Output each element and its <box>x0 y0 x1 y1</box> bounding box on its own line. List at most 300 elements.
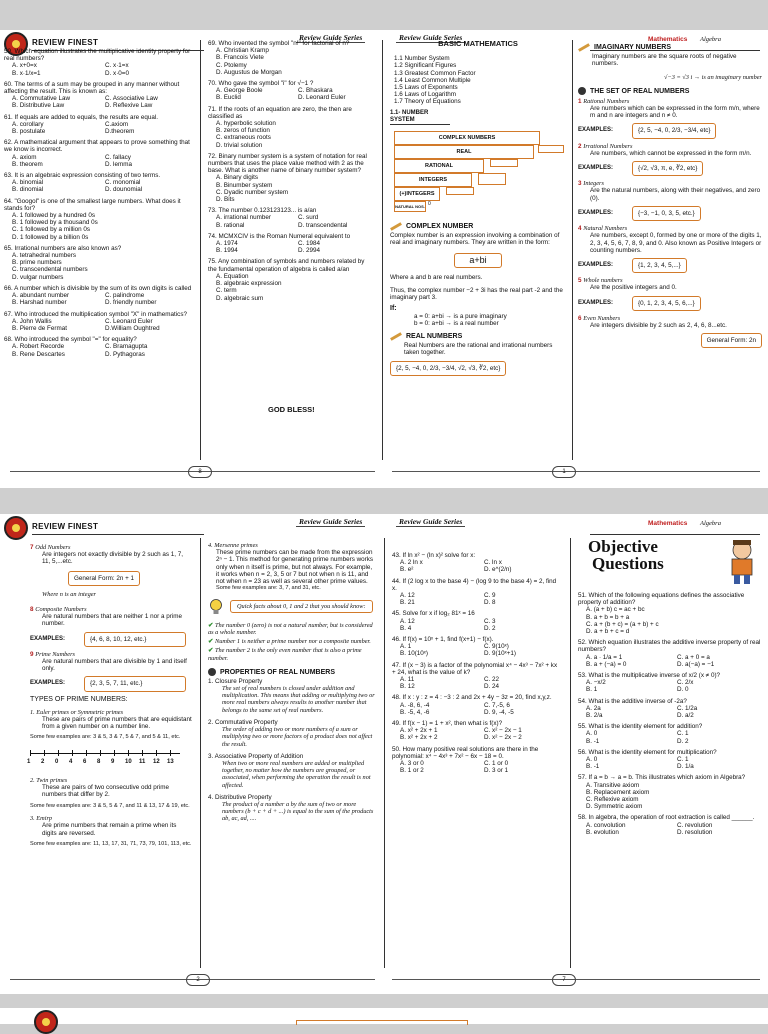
answer-option[interactable]: A. 0 <box>586 730 598 738</box>
question-text: 74. MCMXCIV is the Roman Numeral equivalent to <box>208 232 351 240</box>
answer-options <box>392 592 562 606</box>
answer-option[interactable]: B. algebraic expression <box>216 280 282 288</box>
check-icon: ✔ <box>208 638 214 646</box>
question-text: 63. It is an algebraic expression consisting of two terms. <box>4 172 161 180</box>
questions-title: Questions <box>592 554 664 573</box>
answer-option[interactable]: C. Associative Law <box>105 95 158 103</box>
number-line-label: 11 <box>139 759 146 766</box>
answer-option[interactable]: A. x² + 2x + 1 <box>400 727 438 735</box>
answer-option[interactable]: C. Dyadic number system <box>216 188 289 196</box>
answer-option[interactable]: D. 8 <box>484 599 496 607</box>
answer-option[interactable]: C. transcendental numbers <box>12 266 88 274</box>
answer-option[interactable]: D. x·0=0 <box>105 69 129 77</box>
set-example: {2, 5, −4, 0, 2/3, −3/4, etc} <box>632 123 716 138</box>
answer-option[interactable]: A. a · 1/a = 1 <box>586 653 623 661</box>
footer-rule <box>392 471 760 472</box>
answer-option[interactable]: D. friendly number <box>105 299 157 307</box>
series-label: Review Guide Series <box>396 517 465 527</box>
answer-option[interactable]: C. x² − 2x − 1 <box>484 727 522 735</box>
answer-options <box>4 252 192 281</box>
algebra-label: Algebra <box>700 520 721 527</box>
answer-option[interactable]: A. 1974 <box>216 240 238 248</box>
brand-title: REVIEW FINEST <box>32 522 99 531</box>
question-text: 62. A mathematical argument that appears to prove something that we know is incorrect. <box>4 139 190 154</box>
item-number: 6 <box>578 314 582 322</box>
item-number: 4 <box>578 225 582 233</box>
question-item <box>578 698 762 720</box>
answer-option[interactable]: C. 2/x <box>677 679 694 687</box>
set-name: Even Numbers <box>583 314 621 322</box>
euler-primes-examples: Some few examples are: 3 & 5, 3 & 7, 5 & 7, and 5 & 11, etc. <box>30 734 181 741</box>
answer-option[interactable]: A. convolution <box>586 821 626 829</box>
answer-option[interactable]: B. Pierre de Fermat <box>12 324 67 332</box>
answer-options <box>578 782 762 811</box>
number-line <box>27 747 192 771</box>
answer-option[interactable]: C. 22 <box>484 676 500 684</box>
answer-option[interactable]: A. 1 followed by a hundred 0s <box>12 212 95 220</box>
answer-option[interactable]: D. 9, -4, -5 <box>484 708 514 716</box>
toc-item[interactable]: 1.3 Greatest Common Factor <box>394 69 476 77</box>
answer-options <box>578 822 762 836</box>
question-item <box>208 207 374 229</box>
series-label: Review Guide Series <box>296 517 365 527</box>
question-item <box>208 153 374 203</box>
answer-option[interactable]: A. 11 <box>400 676 415 684</box>
answer-options <box>208 87 374 101</box>
answer-option[interactable]: D. 24 <box>484 683 500 691</box>
examples-label: EXAMPLES: <box>578 165 614 172</box>
answer-option[interactable]: B. 2/a <box>586 712 603 720</box>
set-item <box>578 98 762 139</box>
properties-title: PROPERTIES OF REAL NUMBERS <box>220 668 335 676</box>
answer-options <box>4 154 192 168</box>
answer-option[interactable]: B. -1 <box>586 737 600 745</box>
answer-option[interactable]: C. term <box>216 287 237 295</box>
property-title: 1. Closure Property <box>208 677 263 685</box>
answer-option[interactable]: B. Euclid <box>216 94 241 102</box>
complex-number-title: COMPLEX NUMBER <box>406 223 474 231</box>
answer-option[interactable]: A. John Wallis <box>12 317 52 325</box>
set-title: THE SET OF REAL NUMBERS <box>590 87 690 95</box>
natural-numbers-box: NATURAL NOS. <box>394 201 426 212</box>
answer-option[interactable]: D.theorem <box>105 128 135 136</box>
answer-options <box>392 618 562 632</box>
answer-option[interactable]: B. Francois Viete <box>216 54 264 62</box>
answer-option[interactable]: C. 1 or 0 <box>484 760 509 768</box>
answer-option[interactable]: D. 3 or 1 <box>484 767 509 775</box>
answer-option[interactable]: A. Transitive axiom <box>586 781 640 789</box>
answer-option[interactable]: D. 9(10ˣ+1) <box>484 650 516 658</box>
answer-option[interactable]: C. 1/2a <box>677 704 698 712</box>
answer-option[interactable]: C. Ptolemy <box>216 61 247 69</box>
answer-option[interactable]: B. 1 <box>586 686 598 694</box>
number-line-label: 9 <box>111 759 115 766</box>
property-title: 2. Commutative Property <box>208 718 278 726</box>
fact-item <box>208 622 376 636</box>
answer-option[interactable]: C. palindrome <box>105 292 145 300</box>
set-description: Are the positive integers and 0. <box>590 284 677 292</box>
toc-item[interactable]: 1.6 Laws of Logarithm <box>394 91 456 99</box>
question-item <box>578 814 762 836</box>
answer-option[interactable]: D. e^(2/n) <box>484 566 512 574</box>
answer-option[interactable]: C. surd <box>298 214 319 222</box>
answer-option[interactable]: C. revolution <box>677 821 713 829</box>
answer-option[interactable]: B. dinomial <box>12 186 44 194</box>
question-text: 54. What is the additive inverse of -2a? <box>578 697 687 705</box>
answer-option[interactable]: B. a + b = b + a <box>586 613 630 621</box>
answer-option[interactable]: D. a/2 <box>677 712 694 720</box>
answer-option[interactable]: C. 3 <box>484 617 496 625</box>
toc-item[interactable]: 1.2 Significant Figures <box>394 62 457 70</box>
objective-questions-column <box>578 538 762 840</box>
answer-option[interactable]: A. x+0=x <box>12 62 37 70</box>
number-line-label: 1 <box>27 759 31 766</box>
number-line-tick <box>30 750 31 756</box>
question-item <box>392 694 562 716</box>
answer-option[interactable]: B. e² <box>400 566 414 574</box>
question-item <box>4 336 192 358</box>
algebra-label: Algebra <box>700 36 721 43</box>
answer-option[interactable]: A. Christian Kramp <box>216 47 269 55</box>
question-item <box>392 662 562 691</box>
examples-label: EXAMPLES: <box>578 261 614 268</box>
answer-option[interactable]: A. George Boole <box>216 87 263 95</box>
answer-option[interactable]: A. Commutative Law <box>12 95 71 103</box>
answer-option[interactable]: A. binomial <box>12 179 44 187</box>
answer-option[interactable]: D. resolution <box>677 828 713 836</box>
complex-numbers-box: COMPLEX NUMBERS <box>394 131 540 145</box>
rational-box: RATIONAL <box>394 159 484 173</box>
question-item <box>578 749 762 771</box>
question-text: 60. The terms of a sum may be grouped in any manner without affecting the result. This is known as: <box>4 80 180 96</box>
answer-option[interactable]: D. vulgar numbers <box>12 273 64 281</box>
set-example: {0, 1, 2, 3, 4, 5, 6,...} <box>632 296 701 311</box>
column-divider <box>200 538 201 968</box>
answer-options <box>4 318 192 332</box>
real-numbers-example: {2, 5, −4, 0, 2/3, −3/4, √2, √3, ∛2, etc} <box>390 361 506 376</box>
header-rule <box>590 534 760 535</box>
set-example: General Form: 2n <box>701 333 762 348</box>
page-number: 8 <box>188 466 212 478</box>
series-label: Review Guide Series <box>296 33 365 43</box>
student-cartoon-icon <box>720 538 762 586</box>
answer-option[interactable]: C. 7,-5, 6 <box>484 701 510 709</box>
answer-option[interactable]: B. 1994 <box>216 247 238 255</box>
answer-option[interactable]: B. postulate <box>12 128 46 136</box>
column-divider <box>572 40 573 460</box>
answer-option[interactable]: D. 2994 <box>298 247 321 255</box>
answer-option[interactable]: A. 0 <box>586 756 598 764</box>
answer-options <box>4 212 192 241</box>
fact-text: Number 1 is neither a prime number nor a composite number. <box>215 638 371 646</box>
answer-option[interactable]: A. 2a <box>586 704 601 712</box>
set-example: {1, 2, 3, 4, 5,...} <box>632 258 687 273</box>
answer-options <box>392 643 562 657</box>
column-divider <box>200 40 201 460</box>
question-text: 56. What is the identity element for multiplication? <box>578 748 717 756</box>
answer-option[interactable]: A. −x/2 <box>586 679 606 687</box>
answer-option[interactable]: A. hyperbolic solution <box>216 120 276 128</box>
check-icon: ✔ <box>208 621 214 629</box>
number-line-tick <box>156 750 157 756</box>
answer-option[interactable]: C.axiom <box>105 120 129 128</box>
answer-option[interactable]: C. a + (b + c) = (a + b) + c <box>586 620 659 628</box>
answer-option[interactable]: D. dounomial <box>105 186 143 194</box>
question-text: 58. In algebra, the operation of root extraction is called ______. <box>578 814 755 822</box>
answer-option[interactable]: A. 1 <box>400 643 412 651</box>
answer-option[interactable]: D. 0 <box>677 686 689 694</box>
question-item <box>208 233 374 255</box>
answer-option[interactable]: C. Leonard Euler <box>105 317 153 325</box>
answer-option[interactable]: B. evolution <box>586 828 619 836</box>
question-item <box>4 114 192 136</box>
answer-option[interactable]: A. axiom <box>12 153 37 161</box>
answer-option[interactable]: B. theorem <box>12 160 43 168</box>
answer-option[interactable]: B. 4 <box>400 624 412 632</box>
answer-option[interactable]: D. a(−a) = −1 <box>677 660 715 668</box>
question-item <box>4 198 192 241</box>
question-item <box>392 552 562 574</box>
answer-option[interactable]: C. ln x <box>484 559 502 567</box>
answer-option[interactable]: A. Robert Recorde <box>12 343 65 351</box>
answer-option[interactable]: B. x·1/x=1 <box>12 69 41 77</box>
top-spread <box>0 30 768 488</box>
answer-option[interactable]: D. 2 <box>484 624 496 632</box>
toc-item[interactable]: 1.7 Theory of Equations <box>394 98 461 106</box>
set-item <box>578 143 762 177</box>
answer-option[interactable]: B. Harshad number <box>12 299 67 307</box>
answer-option[interactable]: B. 12 <box>400 683 415 691</box>
answer-option[interactable]: B. Replacement axiom <box>586 788 650 796</box>
fact-text: The number 0 (zero) is not a natural number, but is considered as a whole number. <box>208 621 373 637</box>
answer-option[interactable]: A. (a + b) c = ac + bc <box>586 606 645 614</box>
answer-option[interactable]: D. Augustus de Morgan <box>216 68 282 76</box>
question-text: 59. Which equation illustrates the multiplicative identity property for real numbers? <box>4 48 191 63</box>
answer-option[interactable]: B. 1 or 2 <box>400 767 424 775</box>
set-item <box>578 180 762 221</box>
answer-option[interactable]: C. Bhaskara <box>298 87 333 95</box>
question-text: 70. Who gave the symbol "i" for √−1 ? <box>208 80 314 88</box>
set-item <box>578 315 762 349</box>
zero-label: 0 <box>428 201 431 208</box>
answer-option[interactable]: D. 1 followed by a billion 0s <box>12 233 89 241</box>
page-divider <box>384 538 385 968</box>
question-text: 46. If f(x) = 10ˣ + 1, find f(x+1) − f(x). <box>392 636 494 644</box>
answer-option[interactable]: A. Equation <box>216 272 249 280</box>
answer-option[interactable]: B. -5, 4, -6 <box>400 708 430 716</box>
question-text: 66. A number which is divisible by the sum of its own digits is called <box>4 284 192 292</box>
answer-option[interactable]: D. trivial solution <box>216 141 263 149</box>
facts-list <box>208 622 376 662</box>
set-of-real-numbers-column <box>578 40 762 352</box>
zero-box <box>446 187 474 195</box>
basic-math-title: BASIC MATHEMATICS <box>438 39 518 48</box>
abi-thus-text: Thus, the complex number −2 + 3i has the real part -2 and the imaginary part 3. <box>390 287 563 302</box>
composite-title: Composite Numbers <box>35 606 87 614</box>
set-name: Irrational Numbers <box>583 142 633 150</box>
answer-option[interactable]: A. 12 <box>400 592 415 600</box>
answer-options <box>4 121 192 135</box>
answer-option[interactable]: B. 10(10ˣ) <box>400 650 428 658</box>
property-description: The order of adding two or more numbers of a sum or multiplying two or more factors of a product does not affect the result. <box>222 726 373 748</box>
answer-option[interactable]: D. 1/a <box>677 763 694 771</box>
item-number: 9 <box>30 650 34 658</box>
answer-option[interactable]: B. Distributive Law <box>12 102 65 110</box>
answer-option[interactable]: D. a + b + c = d <box>586 628 630 636</box>
question-item <box>578 723 762 745</box>
answer-option[interactable]: B. rational <box>216 221 245 229</box>
number-line-label: 6 <box>83 759 87 766</box>
answer-option[interactable]: C. Bramagupta <box>105 343 148 351</box>
question-text: 67. Who introduced the multiplication symbol "X" in mathematics? <box>4 310 187 318</box>
question-item <box>392 578 562 607</box>
question-item <box>578 774 762 810</box>
answer-options <box>578 679 762 693</box>
property-item <box>208 794 376 823</box>
toc-item[interactable]: 1.5 Laws of Exponents <box>394 84 458 92</box>
imaginary-text: Imaginary numbers are the square roots of negative numbers. <box>592 53 737 68</box>
property-item <box>208 753 376 789</box>
item-number: 8 <box>30 606 34 614</box>
answer-option[interactable]: D. Symmetric axiom <box>586 803 643 811</box>
answer-option[interactable]: A. Binary digits <box>216 174 258 182</box>
third-spread-top <box>0 1008 768 1024</box>
answer-option[interactable]: C. 1 <box>677 756 689 764</box>
answer-option[interactable]: D.William Oughtred <box>105 324 160 332</box>
number-line-label: 0 <box>55 759 59 766</box>
bullet-icon <box>578 87 586 95</box>
answer-option[interactable]: C. a + 0 = a <box>677 653 710 661</box>
god-bless: GOD BLESS! <box>268 405 315 414</box>
question-text: 73. The number 0.123123123... is a/an <box>208 207 317 215</box>
properties-list <box>208 678 376 823</box>
number-system-label: 1.1- NUMBER SYSTEM <box>390 110 450 125</box>
set-example: {√2, √3, π, e, ∛2, etc} <box>632 161 703 176</box>
prime-text: Are natural numbers that are divisible by 1 and itself only. <box>42 658 187 673</box>
answer-option[interactable]: A. tetrahedral numbers <box>12 252 77 260</box>
answer-option[interactable]: D. Bits <box>216 196 235 204</box>
number-line-tick <box>44 750 45 756</box>
toc-item[interactable]: 1.1 Number System <box>394 55 450 63</box>
imaginary-equation: √−3 = √3 i → is an imaginary number <box>664 73 762 81</box>
answer-option[interactable]: D. transcendental <box>298 221 348 229</box>
answer-option[interactable]: C. fallacy <box>105 153 131 161</box>
answer-option[interactable]: B. 21 <box>400 599 415 607</box>
set-example: {−3, −1, 0, 3, 5, etc.} <box>632 206 701 221</box>
logo-emblem <box>34 1010 58 1034</box>
question-text: 43. If ln x² − (ln x)² solve for x: <box>392 552 476 559</box>
property-description: The set of real numbers is closed under addition and multiplication. This means that adding or multiplying two or more real numbers always results to another number that belongs to the same set of real numbers. <box>222 685 375 714</box>
answer-option[interactable]: D. 2 <box>677 737 689 745</box>
property-description: The product of a number a by the sum of two or more numbers (b + c + d + ...) is equal to the sum of the products ab, ac, ad, .... <box>222 800 374 823</box>
answer-option[interactable]: B. prime numbers <box>12 259 62 267</box>
answer-option[interactable]: A. 2 ln x <box>400 559 423 567</box>
question-text: 51. Which of the following equations defines the associative property of addition? <box>578 592 745 607</box>
question-item <box>4 311 192 333</box>
number-line-label: 8 <box>97 759 101 766</box>
answer-option[interactable]: B. Rene Descartes <box>12 350 65 358</box>
answer-option[interactable]: B. Binumber system <box>216 181 273 189</box>
answer-option[interactable]: C. x·1=x <box>105 62 129 70</box>
answer-option[interactable]: C. Reflexive axiom <box>586 796 639 804</box>
answer-option[interactable]: A. 12 <box>400 617 415 625</box>
question-item <box>4 139 192 168</box>
page-number: 1 <box>552 466 576 478</box>
answer-option[interactable]: B. 1 followed by a thousand 0s <box>12 219 98 227</box>
questions-column-59-68 <box>4 48 192 362</box>
question-text: 71. If the roots of an equation are zero, the then are classified as <box>208 105 352 120</box>
answer-option[interactable]: C. 9(10ˣ) <box>484 643 509 651</box>
answer-option[interactable]: C. 1984 <box>298 240 321 248</box>
property-title: 4. Distributive Property <box>208 793 272 801</box>
answer-option[interactable]: C. extraneous roots <box>216 134 271 142</box>
negative-integers-box <box>478 173 506 185</box>
number-line-tick <box>58 750 59 756</box>
real-numbers-text: Real Numbers are the rational and irrational numbers taken together. <box>404 342 553 357</box>
euler-primes-title: 1. Euler primes or Symmetric primes <box>30 708 124 716</box>
answer-option[interactable]: D. lemma <box>105 160 132 168</box>
set-description: Are numbers, which cannot be expressed in the form m/n. <box>590 149 752 157</box>
answer-options <box>208 240 374 254</box>
column-divider <box>570 538 571 968</box>
answer-option[interactable]: D. algebraic sum <box>216 294 264 302</box>
question-item <box>392 610 562 632</box>
toc-item[interactable]: 1.4 Least Common Multiple <box>394 76 471 84</box>
answer-option[interactable]: A. corollary <box>12 120 44 128</box>
complex-number-text: Complex number is an expression involving a combination of real and imaginary numbers. They are written in the form: <box>390 232 560 247</box>
answer-options <box>392 559 562 573</box>
answer-option[interactable]: A. -8, 6, -4 <box>400 701 430 709</box>
answer-option[interactable]: B. zeros of function <box>216 127 270 135</box>
answer-option[interactable]: A. irrational number <box>216 214 271 222</box>
answer-option[interactable]: B. a + (−a) = 0 <box>586 660 627 668</box>
answer-option[interactable]: C. 1 <box>677 730 689 738</box>
answer-option[interactable]: A. abundant number <box>12 292 70 300</box>
if-condition-2: b = 0: a+bi → is a real number <box>414 319 499 327</box>
property-item <box>208 678 376 714</box>
sets-list <box>578 98 762 348</box>
emirp-examples: Some few examples are: 11, 13, 17, 31, 71, 73, 79, 101, 113, etc. <box>30 840 192 847</box>
property-description: When two or more real numbers are added or multiplied together, no matter how the numbers are grouped, or associated, when performing the operation the result is not affected. <box>222 759 371 789</box>
examples-label: EXAMPLES: <box>578 209 614 216</box>
questions-column-43-50 <box>392 552 562 778</box>
fraction-box <box>490 159 518 167</box>
answer-option[interactable]: B. -1 <box>586 763 600 771</box>
number-line-tick <box>86 750 87 756</box>
answer-option[interactable]: D. Reflexive Law <box>105 102 153 110</box>
question-item <box>4 245 192 281</box>
composite-example: {4, 6, 8, 10, 12, etc.} <box>84 632 186 647</box>
answer-option[interactable]: D. Leonard Euler <box>298 94 346 102</box>
number-line-tick <box>114 750 115 756</box>
pencil-icon <box>578 43 590 52</box>
pencil-icon <box>390 222 402 231</box>
odd-where-text: Where n is an integer <box>42 590 96 598</box>
answer-option[interactable]: C. 9 <box>484 592 496 600</box>
answer-option[interactable]: C. monomial <box>105 179 141 187</box>
answer-option[interactable]: D. x² − 2x − 2 <box>484 734 522 742</box>
set-name: Whole numbers <box>583 277 623 285</box>
answer-option[interactable]: D. Pythagoras <box>105 350 145 358</box>
header-rule <box>32 534 204 535</box>
basic-math-column <box>390 40 566 376</box>
answer-option[interactable]: C. 1 followed by a million 0s <box>12 226 91 234</box>
answer-option[interactable]: A. 3 or 0 <box>400 760 424 768</box>
question-text: 44. If (2 log x to the base 4) − (log 9 to the base 4) = 2, find x. <box>392 577 557 592</box>
answer-options <box>208 120 374 149</box>
answer-option[interactable]: B. x² + 2x + 2 <box>400 734 438 742</box>
page-number: 2 <box>186 974 210 986</box>
